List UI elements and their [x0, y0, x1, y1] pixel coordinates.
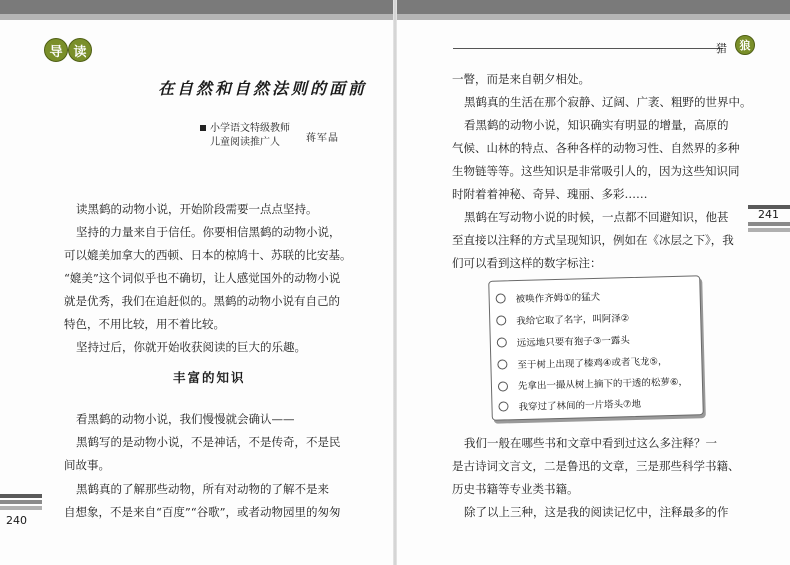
paragraph: 一瞥，而是来自朝夕相处。 [452, 72, 590, 86]
left-page [0, 0, 393, 565]
side-tab [0, 494, 42, 498]
paragraph: 黑鹤真的生活在那个寂静、辽阔、广袤、粗野的世界中。 [464, 95, 752, 109]
paragraph: 除了以上三种，这是我的阅读记忆中，注释最多的作 [464, 505, 729, 519]
side-tab [748, 228, 790, 232]
section-heading: 丰富的知识 [173, 370, 246, 385]
author-role-2: 儿童阅读推广人 [210, 137, 280, 148]
side-tab [0, 500, 42, 504]
bullet-square-icon [200, 125, 206, 131]
paragraph: 就是优秀，我们在追赶似的。黑鹤的动物小说有自己的 [64, 294, 340, 308]
paragraph: 黑鹤真的了解那些动物，所有对动物的了解不是来 [76, 482, 329, 496]
author-roles [200, 122, 290, 150]
side-tab [748, 222, 790, 226]
card-line: 至于树上出现了榛鸡④或者飞龙⑤， [517, 356, 668, 372]
paragraph: 看黑鹤的动物小说，我们慢慢就会确认—— [76, 412, 295, 426]
paragraph: 特色，不用比较，用不着比较。 [64, 317, 225, 331]
author-role-1: 小学语文特级教师 [210, 123, 290, 134]
article-title: 在自然和自然法则的面前 [158, 79, 368, 98]
paragraph: 们可以看到这样的数字标注： [452, 256, 602, 270]
binder-ring-icon [496, 293, 506, 303]
paragraph: 历史书籍等专业类书籍。 [452, 482, 579, 496]
annotation-note-card [488, 275, 704, 421]
paragraph: 坚持的力量来自于信任。你要相信黑鹤的动物小说， [76, 225, 341, 239]
paragraph: 读黑鹤的动物小说，开始阶段需要一点点坚持。 [76, 202, 318, 216]
paragraph: 坚持过后，你就开始收获阅读的巨大的乐趣。 [76, 340, 306, 354]
binder-ring-icon [497, 337, 507, 347]
paragraph: 自想象，不是来自“百度”“谷歌”，或者动物园里的匆匆 [64, 505, 341, 519]
page-number: 241 [758, 208, 779, 221]
binder-ring-icon [498, 401, 508, 411]
paragraph: 间故事。 [64, 458, 110, 472]
card-line: 先拿出一撮从树上摘下的干透的松萝⑥， [517, 376, 689, 393]
paragraph: 我们一般在哪些书和文章中看到过这么多注释？一 [464, 436, 717, 450]
paragraph: 是古诗词文言文，二是鲁迅的文章，三是那些科学书籍、 [452, 459, 740, 473]
binder-ring-icon [497, 359, 507, 369]
top-bar [397, 0, 790, 14]
card-line: 被唤作齐姆①的猛犬 [515, 291, 601, 306]
top-bar-light [0, 14, 393, 20]
author-name: 蒋军晶 [306, 133, 339, 144]
card-line: 我穿过了林间的一片塔头⑦地 [518, 398, 642, 414]
guide-badge-1: 导 [44, 38, 68, 62]
page-number: 240 [6, 514, 27, 527]
paragraph: “媲美”这个词似乎也不确切，让人感觉国外的动物小说 [64, 271, 341, 285]
paragraph: 至直接以注释的方式呈现知识，例如在《冰层之下》，我 [452, 233, 734, 247]
top-bar [0, 0, 393, 14]
top-bar-light [397, 14, 790, 20]
binder-ring-icon [496, 315, 506, 325]
header-rule [453, 48, 723, 49]
paragraph: 时附着着神秘、奇异、瑰丽、多彩…… [452, 187, 648, 201]
paragraph: 气候、山林的特点、各种各样的动物习性、自然界的多种 [452, 141, 740, 155]
paragraph: 生物链等等。这些知识是非常吸引人的，因为这些知识同 [452, 164, 740, 178]
card-line: 我给它取了名字，叫阿泽② [516, 313, 630, 328]
header-badge: 狼 [735, 35, 755, 55]
binder-ring-icon [498, 381, 508, 391]
paragraph: 看黑鹤的动物小说，知识确实有明显的增量，高原的 [464, 118, 729, 132]
paragraph: 可以媲美加拿大的西顿、日本的椋鸠十、苏联的比安基。 [64, 248, 352, 262]
paragraph: 黑鹤在写动物小说的时候，一点都不回避知识，他甚 [464, 210, 729, 224]
guide-badge-2: 读 [68, 38, 92, 62]
paragraph: 黑鹤写的是动物小说，不是神话，不是传奇，不是民 [76, 435, 341, 449]
side-tab [0, 506, 42, 510]
card-line: 远远地只要有狍子③一露头 [516, 335, 630, 350]
running-header: 猎 [716, 42, 727, 55]
